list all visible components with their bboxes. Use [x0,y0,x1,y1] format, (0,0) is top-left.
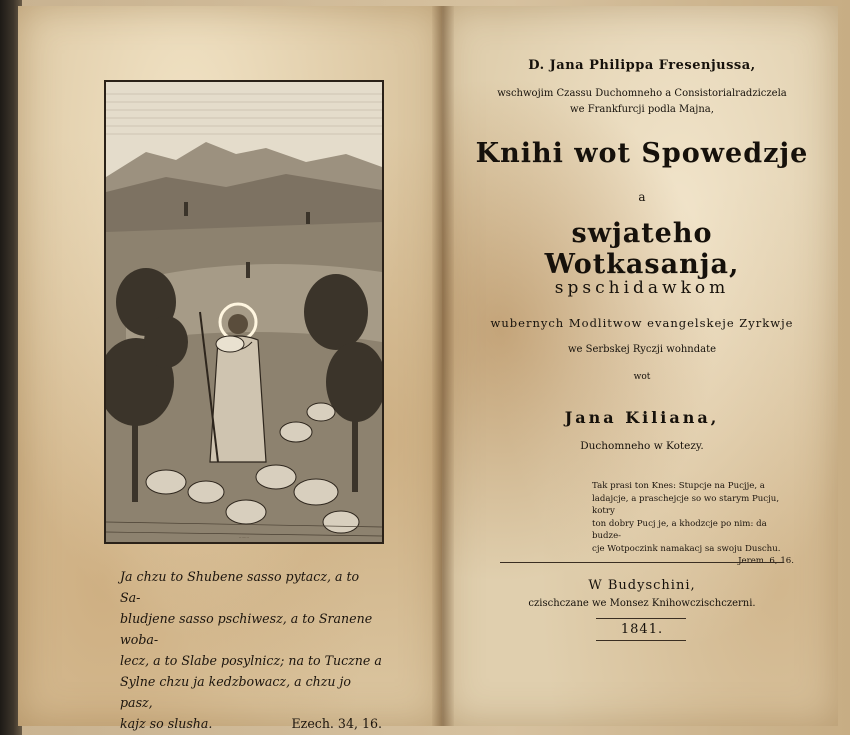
quote-line: Sylne chzu ja kedzbowacz, a chzu jo pasz, [120,674,351,710]
motto-reference: Jerem. 6, 16. [738,556,794,566]
year-rule-top [596,618,686,619]
engraving-imprint: ........ [238,534,250,539]
quote-reference: Ezech. 34, 16. [291,716,382,731]
supplement-heading: spschidawkom [554,278,730,298]
by-word: wot [633,372,651,382]
motto-quote [592,480,794,568]
quote-line: bludjene sasso pschiwesz, a to Sranene woba- [120,611,373,647]
author-role-line-2: we Frankfurcji podla Majna, [570,104,714,115]
translation-note: we Serbskej Ryczji wohndate [567,344,717,355]
book-gutter [432,6,454,726]
publication-year: 1841. [620,622,664,637]
quote-line-last [120,713,382,734]
title-conjunction: a [638,190,646,204]
author-role-line-1: wschwojim Czassu Duchomneho a Consistorialradziczela [497,88,787,99]
publication-place: W Budyschini, [588,578,696,593]
motto-line: ton dobry Pucj je, a khodzcje po nim: da budze- [592,518,767,541]
translator-name: Jana Kiliana, [564,408,720,427]
supplement-description: wubernych Modlitwow evangelskeje Zyrkwje [490,316,794,330]
motto-line: ladajcje, a praschejcje so wo starym Pucju, kotry [592,493,780,516]
divider-rule [500,562,784,563]
author-name: D. Jana Philippa Fresenjussa, [528,58,756,73]
book-title-line-1: Knihi wot Spowedzje [475,138,809,169]
scripture-quote [120,566,382,734]
motto-line: cje Wotpoczink namakacj sa swoju Duschu. [592,543,781,554]
quote-line: lecz, a to Slabe posylnicz; na to Tuczne a [120,653,382,668]
quote-line: Ja chzu to Shubene sasso pytacz, a to Sa- [120,569,360,605]
translator-role: Duchomneho w Kotezy. [580,440,704,452]
quote-line: kajz so slusha. [120,716,213,731]
printer-line: czischczane we Monsez Knihowczischczerni. [528,598,756,609]
motto-line: Tak prasi ton Knes: Stupcje na Pucjje, a [592,481,765,491]
frontispiece-engraving [104,80,384,544]
year-rule-bottom [596,640,686,641]
good-shepherd-illustration [106,82,382,542]
book-title-line-2: swjateho Wotkasanja, [544,218,740,280]
